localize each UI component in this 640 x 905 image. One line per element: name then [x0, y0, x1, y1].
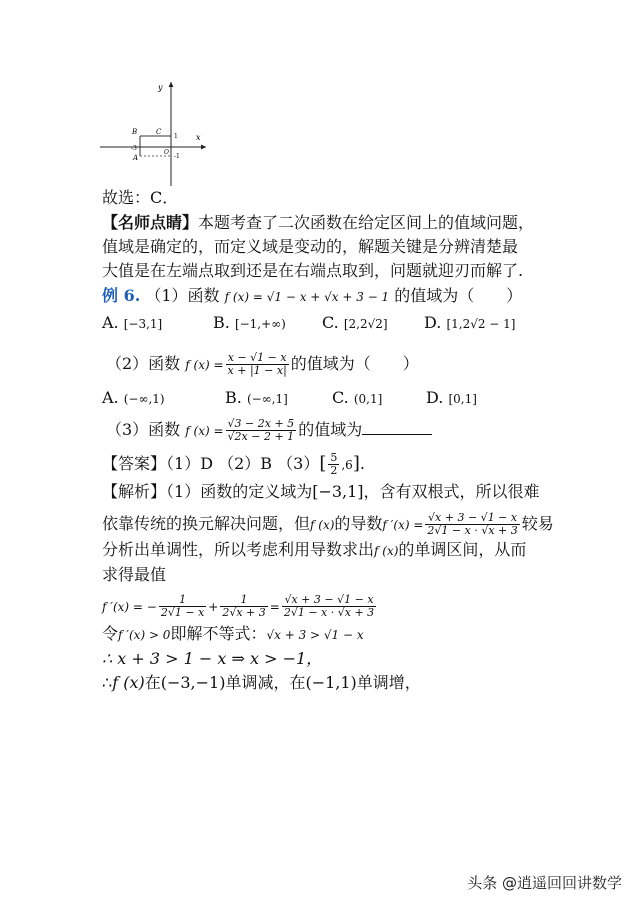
option2-c: C. (0,1]	[332, 388, 383, 407]
analysis-line-4: 求得最值	[102, 565, 167, 584]
analysis-fx-3: f (x)	[112, 673, 145, 692]
tip-line-2: 值域是确定的，而定义域是变动的，解题关键是分辨清楚最	[102, 237, 519, 256]
part3-fraction: $\frac{√3 - 2x + 5}{√2x - 2 + 1}$	[227, 417, 295, 443]
equals-sign: =	[269, 600, 280, 614]
therefore-symbol: ∴	[102, 673, 113, 692]
x-axis-arrow	[201, 145, 206, 150]
part1-prefix: （1）函数	[145, 286, 220, 305]
example-part1	[102, 286, 522, 307]
coordinate-graph	[98, 78, 210, 188]
tip-title: 【名师点睛】	[102, 213, 199, 232]
part3-f: f (x) =	[185, 424, 224, 438]
y-axis-label: y	[158, 83, 163, 92]
tick-origin: O	[164, 149, 169, 156]
answer-fraction: $\frac{5}{2}$	[330, 451, 338, 477]
part1-function: f (x) = √1 − x + √x + 3 − 1	[224, 290, 390, 304]
inequality: √x + 3 > √1 − x	[266, 628, 364, 642]
analysis-line-5	[102, 594, 378, 619]
analysis-fx: f (x)	[310, 518, 335, 532]
part3-answer-blank	[362, 420, 432, 435]
analysis-line-3	[102, 540, 526, 561]
analysis-text-3a: 分析出单调性，所以考虑利用导数求出	[102, 540, 375, 559]
point-b-label: B	[132, 128, 138, 136]
example-part2	[106, 352, 419, 377]
analysis-text-1: （1）函数的定义域为[−3,1]，含有双根式，所以很难	[166, 482, 540, 501]
analysis-line-7: ∴ x + 3 > 1 − x ⇒ x > −1，	[102, 649, 323, 668]
option2-d: D. [0,1]	[426, 388, 477, 407]
answer-choice-line: 故选：C．	[102, 188, 179, 207]
option1-c: C. [2,2√2]	[322, 313, 388, 332]
part2-f: f (x) =	[185, 358, 224, 372]
watermark: 头条 @逍遥回回讲数学	[467, 874, 622, 892]
tick-neg3: -3	[131, 145, 137, 152]
analysis-fprime: f ′(x) =	[382, 518, 424, 532]
option1-a: A. [−3,1]	[102, 313, 163, 332]
part3-suffix: 的值域为	[298, 420, 363, 439]
monotonic-conclusion: 在(−3,−1)单调减，在(−1,1)单调增，	[144, 673, 421, 692]
tick-neg1: -1	[174, 153, 180, 160]
condition: f ′(x) > 0	[118, 628, 171, 642]
analysis-line-2	[102, 512, 554, 537]
part1-suffix: 的值域为（ ）	[394, 286, 523, 305]
tip-text-1: 本题考查了二次函数在给定区间上的值域问题，	[198, 213, 535, 232]
answer-label: 【答案】	[102, 454, 167, 473]
answer-text: （1）D （2）B （3）	[166, 454, 320, 473]
option2-a: A. (−∞,1)	[102, 388, 165, 407]
derivative-term-2: $\frac{1}{2√x + 3}$	[222, 593, 266, 619]
point-c-label: C	[156, 128, 162, 136]
analysis-line-8	[102, 673, 421, 693]
analysis-text-2c: 的导数	[334, 514, 383, 533]
tip-line-1	[102, 213, 534, 233]
tip-line-3: 大值是在左端点取到还是在右端点取到，问题就迎刃而解了.	[102, 261, 524, 280]
part2-prefix: （2）函数	[106, 354, 181, 373]
analysis-text-2e: 较易	[521, 514, 554, 533]
tick-1: 1	[174, 133, 178, 140]
part3-prefix: （3）函数	[106, 420, 181, 439]
part2-fraction: $\frac{x - √1 - x}{x + |1 - x|}$	[227, 351, 287, 377]
option2-b: B. (−∞,1]	[225, 388, 288, 407]
analysis-text-6c: 即解不等式：	[170, 624, 267, 643]
analysis-line-6	[102, 624, 364, 645]
plus-sign: +	[208, 600, 219, 614]
part2-suffix: 的值域为（ ）	[290, 354, 419, 373]
analysis-fx-2: f (x)	[374, 544, 399, 558]
x-axis-label: x	[196, 133, 201, 142]
analysis-text-6a: 令	[102, 624, 119, 643]
example-label: 例 6.	[102, 286, 141, 305]
analysis-line-1	[102, 482, 540, 502]
answer-line: 【答案】（1）D （2）B （3）[ $\frac{5}{2}$ ,6].	[102, 451, 365, 477]
derivative-lhs: f ′(x) = −	[102, 600, 157, 614]
answer-text-b: ,6	[341, 458, 353, 472]
analysis-label: 【解析】	[102, 482, 167, 501]
answer-end: .	[359, 454, 365, 473]
y-axis-arrow	[169, 82, 174, 87]
example-part3	[106, 418, 432, 443]
analysis-text-2a: 依靠传统的换元解决问题，但	[102, 514, 311, 533]
derivative-term-1: $\frac{1}{2√1 - x}$	[160, 593, 205, 619]
option1-d: D. [1,2√2 − 1]	[424, 313, 516, 332]
analysis-text-3c: 的单调区间，从而	[398, 540, 527, 559]
point-a-label: A	[133, 154, 139, 162]
analysis-derivative-fraction: $\frac{√x + 3 - √1 - x}{2√1 - x \cdot √x + 3}$	[427, 511, 518, 537]
derivative-result: $\frac{√x + 3 - √1 - x}{2√1 - x \cdot √x + 3}$	[283, 593, 375, 619]
option1-b: B. [−1,+∞)	[213, 313, 286, 332]
